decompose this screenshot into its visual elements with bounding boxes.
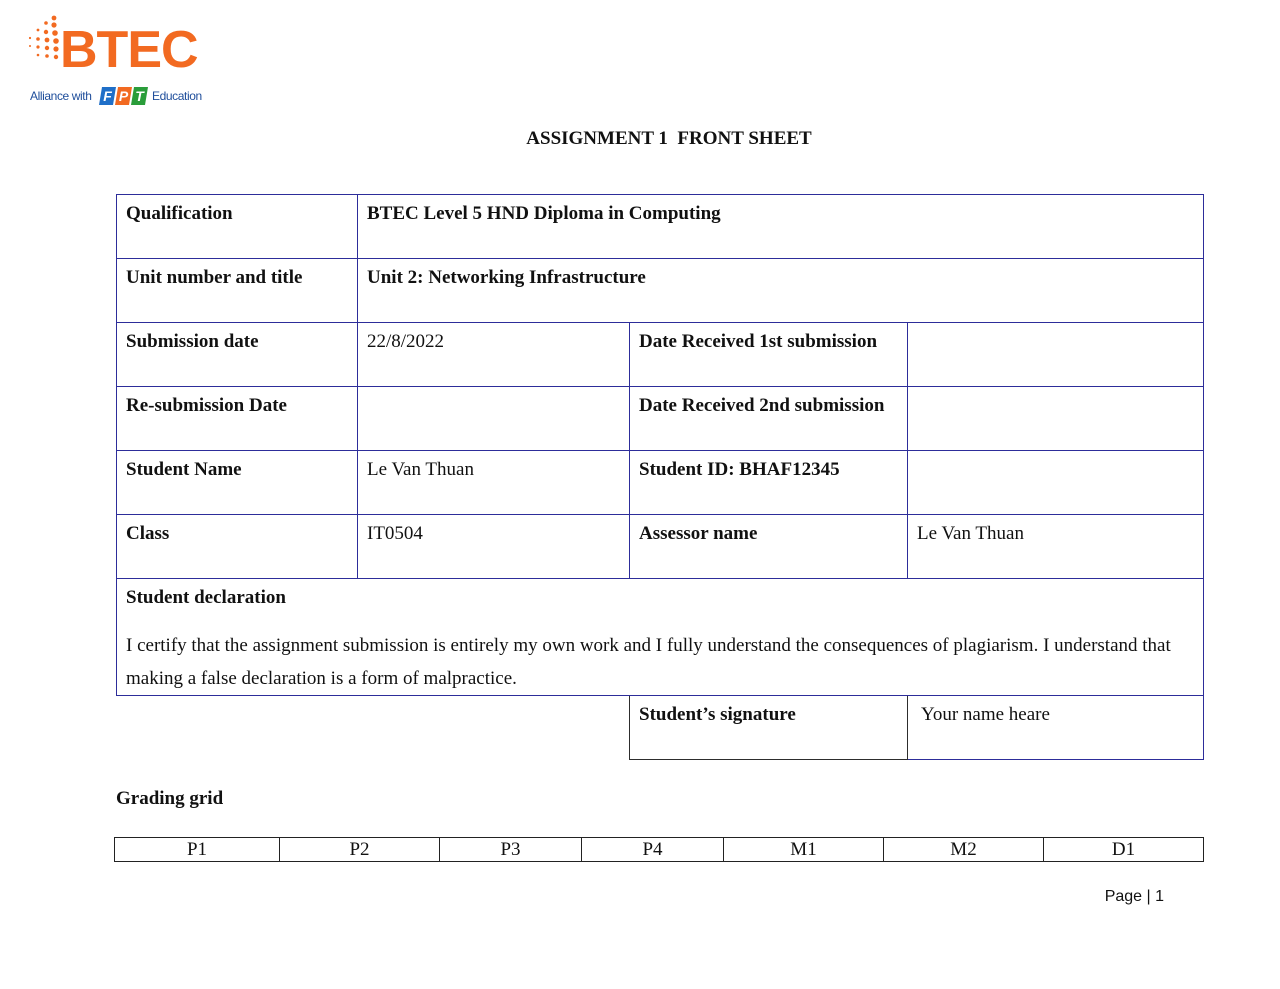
signature-spacer	[117, 696, 630, 760]
unit-value: Unit 2: Networking Infrastructure	[358, 259, 1204, 323]
qualification-value: BTEC Level 5 HND Diploma in Computing	[358, 195, 1204, 259]
assessor-value: Le Van Thuan	[908, 515, 1204, 579]
class-row	[117, 515, 1204, 579]
grade-m1: M1	[724, 838, 884, 862]
assessor-label: Assessor name	[630, 515, 908, 579]
submission-date-value: 22/8/2022	[358, 323, 630, 387]
grade-p3: P3	[440, 838, 582, 862]
declaration-row	[117, 579, 1204, 696]
grade-d1: D1	[1044, 838, 1204, 862]
btec-dots-icon	[24, 14, 64, 64]
grade-p2: P2	[280, 838, 440, 862]
signature-label: Student’s signature	[630, 696, 908, 760]
student-id-label: Student ID: BHAF12345	[630, 451, 908, 515]
education-text: Education	[152, 89, 202, 103]
fpt-letter-p: P	[118, 88, 129, 104]
document-title: ASSIGNMENT 1 FRONT SHEET	[526, 128, 812, 149]
resubmission-label: Re-submission Date	[117, 387, 358, 451]
fpt-letter-f: F	[103, 88, 112, 104]
declaration-heading: Student declaration	[126, 587, 286, 608]
fpt-logo-icon	[98, 83, 152, 109]
student-name-label: Student Name	[117, 451, 358, 515]
resubmission-value	[358, 387, 630, 451]
date-received-2-value	[908, 387, 1204, 451]
btec-wordmark: BTEC	[60, 21, 198, 79]
student-row	[117, 451, 1204, 515]
date-received-1-value	[908, 323, 1204, 387]
grading-grid	[114, 837, 1204, 862]
class-value: IT0504	[358, 515, 630, 579]
qualification-label: Qualification	[117, 195, 358, 259]
grade-m2: M2	[884, 838, 1044, 862]
student-name-value: Le Van Thuan	[358, 451, 630, 515]
date-received-2-label: Date Received 2nd submission	[630, 387, 908, 451]
submission-row	[117, 323, 1204, 387]
student-declaration	[117, 579, 1204, 696]
grade-p4: P4	[582, 838, 724, 862]
declaration-text: I certify that the assignment submission is entirely my own work and I fully understand the consequences of plagiarism. I understand that making a false declaration is a form of malpractice.	[126, 635, 1171, 689]
grading-grid-label: Grading grid	[116, 788, 224, 809]
btec-fpt-logo	[24, 12, 209, 112]
class-label: Class	[117, 515, 358, 579]
qualification-row	[117, 195, 1204, 259]
page-number: Page | 1	[1104, 888, 1164, 905]
alliance-text: Alliance with	[30, 89, 92, 103]
resubmission-row	[117, 387, 1204, 451]
front-sheet-table	[116, 194, 1204, 760]
grade-p1: P1	[115, 838, 280, 862]
signature-value: Your name heare	[908, 696, 1204, 760]
signature-row	[117, 696, 1204, 760]
student-id-value	[908, 451, 1204, 515]
grading-header-row	[115, 838, 1204, 862]
unit-label: Unit number and title	[117, 259, 358, 323]
fpt-letter-t: T	[135, 88, 144, 104]
unit-row	[117, 259, 1204, 323]
submission-date-label: Submission date	[117, 323, 358, 387]
date-received-1-label: Date Received 1st submission	[630, 323, 908, 387]
